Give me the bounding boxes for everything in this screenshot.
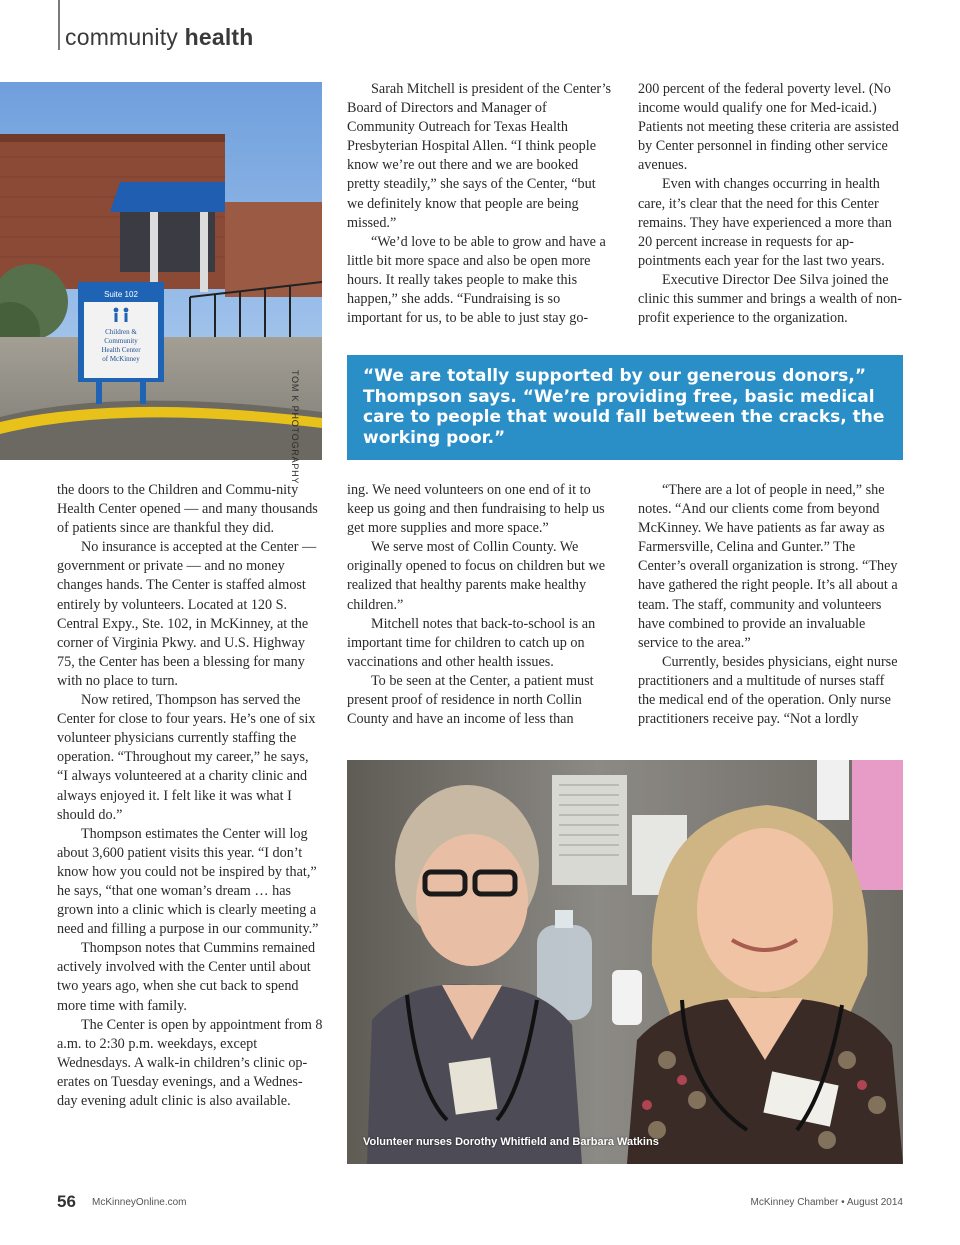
- paragraph: Even with changes occurring in health care, it’s clear that the need for this Center remains. They have experienced a more than 20 percent increase in requests for ap-pointments each year for the last two years.: [638, 176, 892, 269]
- sign-name-line-2: Community: [104, 337, 138, 345]
- paragraph: The Center is open by appointment from 8 a.m. to 2:30 p.m. weekdays, except Wednesdays. A walk-in children’s clinic op-erates on Tuesday evenings, and a Wednes-day evening adult clinic is also available.: [57, 1016, 323, 1109]
- column-top-middle: [347, 80, 614, 328]
- sign-name-line-4: of McKinney: [102, 355, 140, 363]
- sign-name-line-1: Children &: [105, 328, 137, 336]
- pull-quote-text: “We are totally supported by our generous donors,” Thompson says. “We’re providing free, basic medical care to people that would fall between the cracks, the working poor.”: [363, 366, 885, 448]
- header-rule: [58, 0, 60, 50]
- paragraph: Executive Director Dee Silva joined the clinic this summer and brings a wealth of non-profit experience to the organization.: [638, 271, 902, 327]
- paragraph: Now retired, Thompson has served the Center for close to four years. He’s one of six volunteer physicians currently staffing the operation. “Throughout my career,” he says, “I always volunteered at a charity clinic and always enjoyed it. I felt like it was what I should do.”: [57, 692, 316, 823]
- paragraph: Mitchell notes that back-to-school is an important time for children to catch up on vaccinations and other health issues.: [347, 615, 596, 670]
- paragraph: Thompson notes that Cummins remained actively involved with the Center until about two years ago, when she cut back to spend more time with family.: [57, 940, 316, 1014]
- column-right: [638, 481, 904, 729]
- page-number: 56: [57, 1192, 76, 1211]
- paragraph: the doors to the Children and Commu-nity Health Center opened — and many thousands of patients since are thankful they did.: [57, 482, 318, 537]
- sign-suite-text: Suite 102: [104, 290, 138, 299]
- footer-publication: McKinney Chamber • August 2014: [750, 1197, 903, 1208]
- column-middle: [347, 481, 614, 729]
- clinic-building-photo: [0, 82, 322, 460]
- section-title: [65, 24, 254, 51]
- column-left: [57, 481, 323, 1111]
- paragraph: “There are a lot of people in need,” she notes. “And our clients come from beyond McKinney. We have patients as far away as Farmersville, Celina and Gunter.” The Center’s overall organization is strong. “They have gathered the right people. It’s all about a team. The staff, community and volunteers have combined to provide an invaluable service to the area.”: [638, 482, 898, 651]
- paragraph: ing. We need volunteers on one end of it to keep us going and then fundraising to help us get more supplies and more space.”: [347, 482, 605, 537]
- paragraph: Sarah Mitchell is president of the Center’s Board of Directors and Manager of Community Outreach for Texas Health Presbyterian Hospital Allen. “I think people know we’re out there and we are booked pretty steadily,” she says of the Center, “but we definitely know that people are being missed.”: [347, 81, 612, 231]
- paragraph: To be seen at the Center, a patient must present proof of residence in north Collin County and have an income of less than: [347, 672, 594, 728]
- paragraph: Thompson estimates the Center will log about 3,600 patient visits this year. “I don’t know how you could not be inspired by that,” he says, “that one woman’s dream … has grown into a clinic which is clearly meeting a need and filling a purpose in our community.”: [57, 825, 319, 938]
- photo-caption: Volunteer nurses Dorothy Whitfield and Barbara Watkins: [363, 1136, 659, 1148]
- paragraph: “We’d love to be able to grow and have a little bit more space and also be open more hours. It really takes people to make this happen,” she adds. “Fundraising is so important for us, to be able to just stay go-: [347, 233, 606, 327]
- section-title-bold: health: [184, 24, 254, 50]
- footer-website: McKinneyOnline.com: [92, 1197, 187, 1208]
- paragraph: No insurance is accepted at the Center — government or private — and no money changes hands. The Center is staffed almost entirely by volunteers. Located at 120 S. Central Expy., Ste. 102, in McKinney, at the corner of Virginia Pkwy. and U.S. Highway 75, the Center has been a blessing for many with no place to turn.: [57, 539, 317, 689]
- volunteer-nurses-photo: [347, 760, 903, 1164]
- pull-quote: [347, 355, 903, 460]
- paragraph: 200 percent of the federal poverty level. (No income would qualify one for Med-icaid.) Patients not meeting these criteria are assisted by Center personnel in finding other service avenues.: [638, 81, 899, 174]
- photo-credit: TOM K PHOTOGRAPHY: [290, 370, 300, 485]
- column-top-right: [638, 80, 904, 328]
- sign-name-line-3: Health Center: [101, 346, 141, 354]
- section-title-light: community: [65, 24, 185, 50]
- paragraph: Currently, besides physicians, eight nurse practitioners and a multitude of nurses staff the medical end of the operation. Only nurse practitioners receive pay. “Not a lordly: [638, 653, 898, 728]
- paragraph: We serve most of Collin County. We originally opened to focus on children but we realized that healthy parents make healthy children.”: [347, 539, 606, 613]
